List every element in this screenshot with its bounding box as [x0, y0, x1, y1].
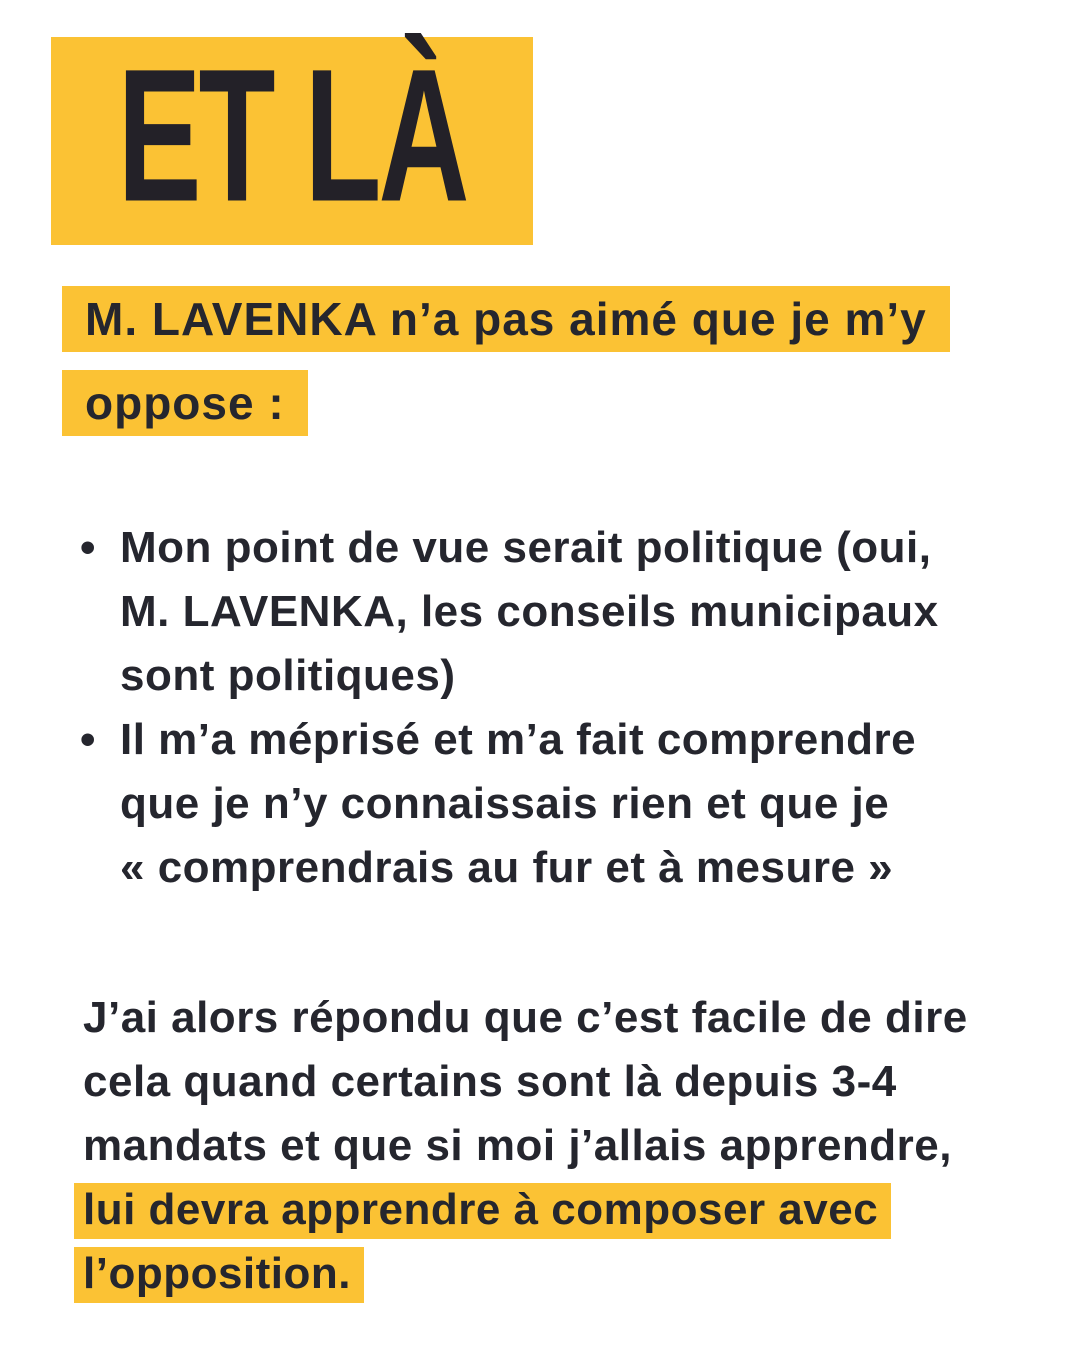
paragraph-line [83, 1242, 968, 1306]
bullet-item-1-text [120, 516, 939, 708]
banner-title-text: ET LÀ [117, 29, 467, 241]
closing-paragraph [83, 986, 968, 1306]
bullet-item-2 [80, 708, 1080, 900]
bullet-item-2-text [120, 708, 916, 900]
bullet-line: M. LAVENKA, les conseils municipaux [120, 587, 939, 636]
bullet-marker-icon: • [80, 523, 96, 572]
bullet-line: « comprendrais au fur et à mesure » [120, 843, 894, 892]
heading-line-wrap [62, 286, 950, 352]
bullet-line: que je n’y connaissais rien et que je [120, 779, 890, 828]
heading [62, 286, 950, 454]
heading-highlight-line-1: M. LAVENKA n’a pas aimé que je m’y [62, 286, 950, 352]
heading-line-wrap [62, 370, 950, 436]
paragraph-line: mandats et que si moi j’allais apprendre, [83, 1121, 952, 1170]
bullet-marker-icon: • [80, 715, 96, 764]
paragraph-line: cela quand certains sont là depuis 3-4 [83, 1057, 897, 1106]
paragraph-line: J’ai alors répondu que c’est facile de dire [83, 993, 968, 1042]
bullet-list [80, 516, 1080, 900]
bullet-item-1 [80, 516, 1080, 708]
bullet-line: Mon point de vue serait politique (oui, [120, 523, 932, 572]
bullet-line: sont politiques) [120, 651, 456, 700]
title-banner [51, 29, 533, 245]
heading-highlight-line-2: oppose : [62, 370, 308, 436]
highlighted-text: l’opposition. [74, 1247, 364, 1303]
paragraph-line [83, 1178, 968, 1242]
highlighted-text: lui devra apprendre à composer avec [74, 1183, 891, 1239]
bullet-line: Il m’a méprisé et m’a fait comprendre [120, 715, 917, 764]
